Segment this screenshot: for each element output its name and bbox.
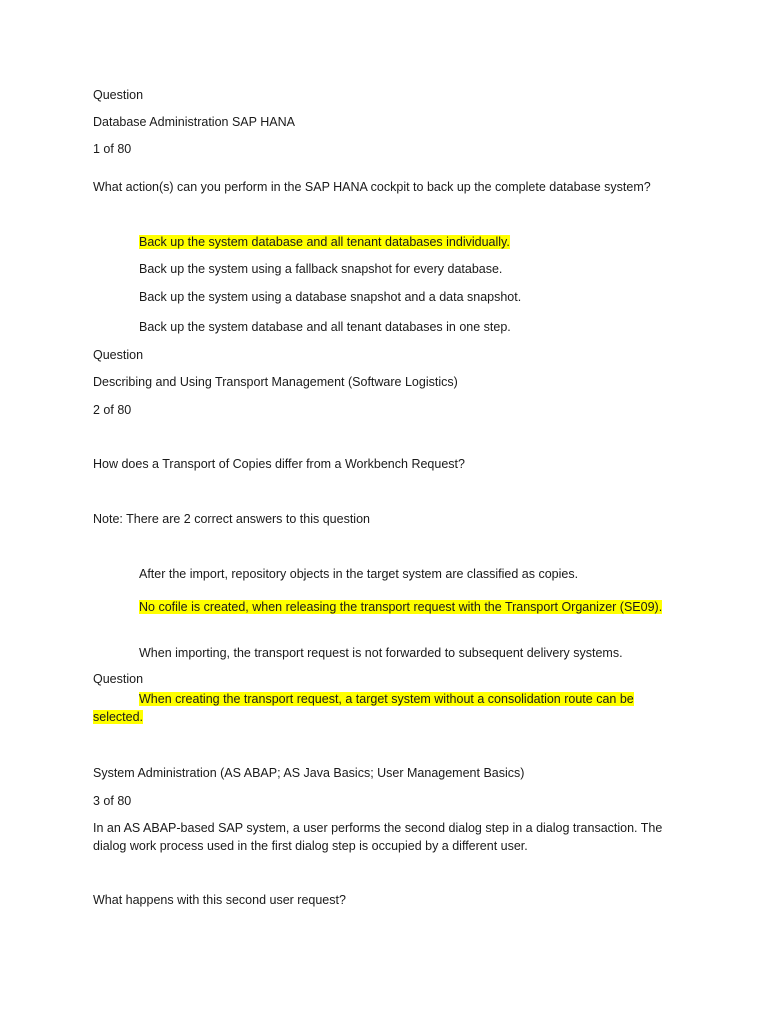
answer-option[interactable] [139,644,623,662]
answer-option[interactable] [93,598,683,616]
answer-option[interactable] [139,260,502,278]
question-counter: 3 of 80 [93,794,132,808]
answer-option-text: Back up the system using a fallback snapshot for every database. [139,262,503,276]
question-text: What action(s) can you perform in the SAP HANA cockpit to back up the complete database system? [93,180,651,194]
question-topic: Describing and Using Transport Management (Software Logistics) [93,375,458,389]
question-label: Question [93,672,144,686]
question-counter: 1 of 80 [93,142,132,156]
answer-option[interactable] [139,288,521,306]
answer-option[interactable] [139,318,511,336]
answer-option-text: Back up the system database and all tenant databases in one step. [139,320,511,334]
question-counter: 2 of 80 [93,403,132,417]
question-text: How does a Transport of Copies differ from a Workbench Request? [93,457,465,471]
answer-option-text: Back up the system database and all tenant databases individually. [139,235,510,249]
answer-option[interactable] [139,233,510,251]
answer-option-text: When creating the transport request, a target system without a consolidation route can be selected. [93,692,634,724]
question-label: Question [93,88,144,102]
question-label: Question [93,348,144,362]
question-text: In an AS ABAP-based SAP system, a user performs the second dialog step in a dialog transaction. The dialog work process used in the first dialog step is occupied by a different user. [93,821,663,853]
answer-option[interactable] [93,690,683,726]
question-topic: System Administration (AS ABAP; AS Java Basics; User Management Basics) [93,766,525,780]
answer-option-text: No cofile is created, when releasing the transport request with the Transport Organizer (SE09). [139,600,663,614]
answer-option-text: Back up the system using a database snapshot and a data snapshot. [139,290,522,304]
question-topic: Database Administration SAP HANA [93,115,295,129]
question-note: Note: There are 2 correct answers to this question [93,512,370,526]
question-prompt: What happens with this second user request? [93,893,346,907]
answer-option[interactable] [139,565,578,583]
answer-option-text: When importing, the transport request is not forwarded to subsequent delivery systems. [139,646,623,660]
answer-option-text: After the import, repository objects in the target system are classified as copies. [139,567,579,581]
